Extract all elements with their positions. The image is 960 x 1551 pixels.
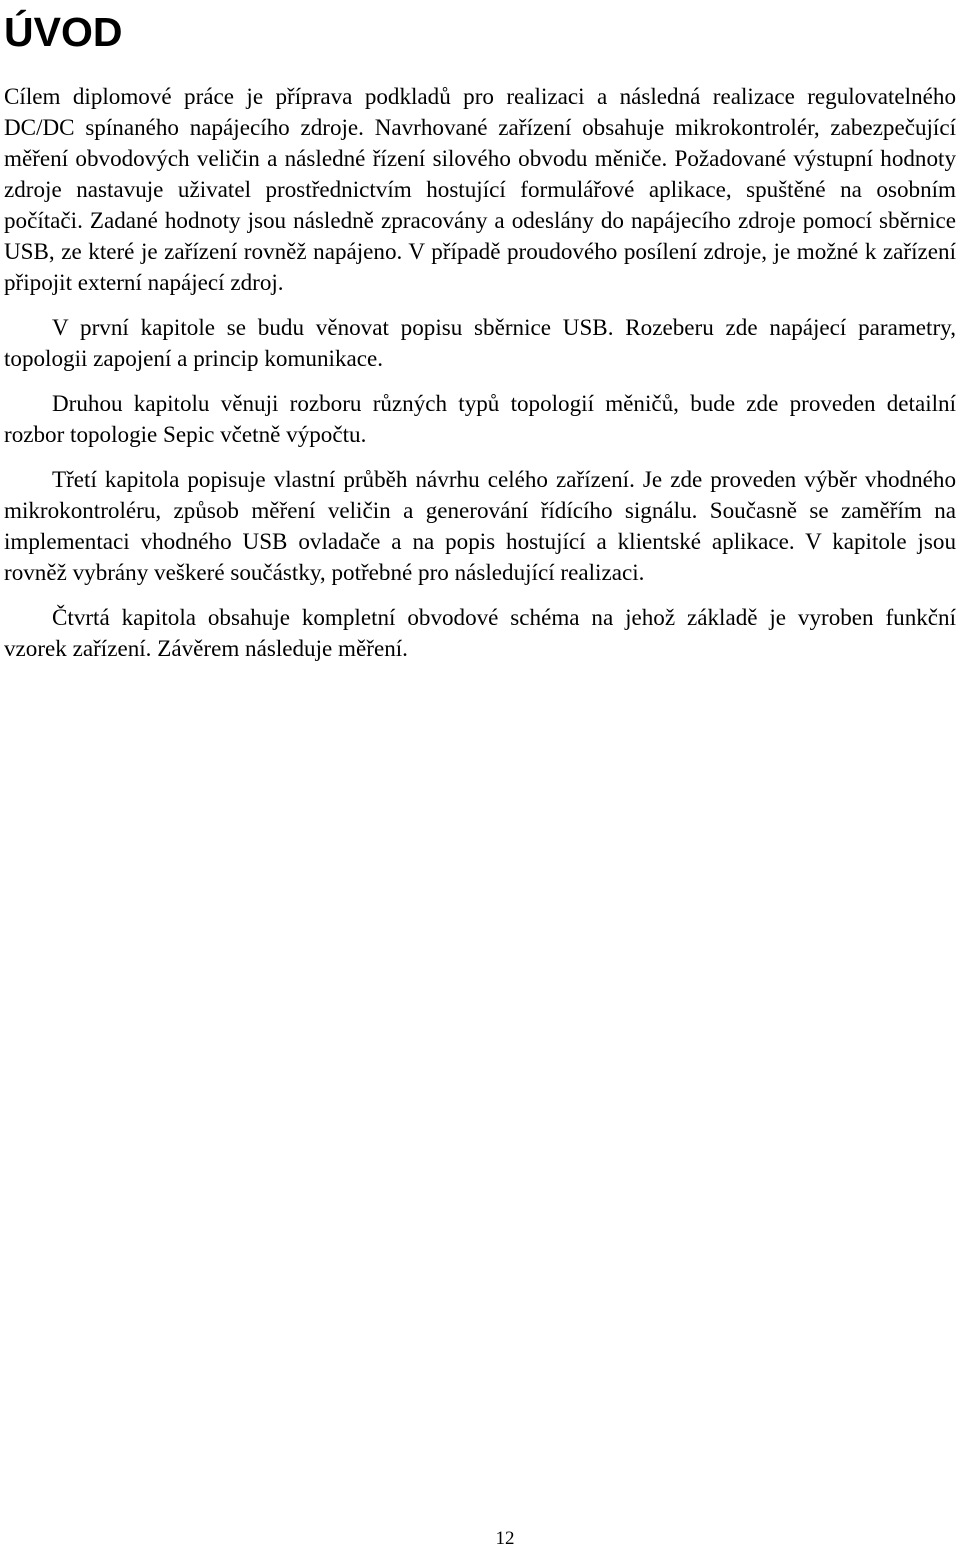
body-text (4, 81, 956, 678)
paragraph-chapter-2: Druhou kapitolu věnuji rozboru různých typů topologií měničů, bude zde proveden detailní rozbor topologie Sepic včetně výpočtu. (4, 390, 956, 447)
paragraph-intro: Cílem diplomové práce je příprava podkladů pro realizaci a následná realizace regulovatelného DC/DC spínaného napájecího zdroje. Navrhované zařízení obsahuje mikrokontrolér, zabezpečující měření obvodových veličin a následné řízení silového obvodu měniče. Požadované výstupní hodnoty zdroje nastavuje uživatel prostřednictvím hostující formulářové aplikace, spuštěné na osobním počítači. Zadané hodnoty jsou následně zpracovány a odeslány do napájecího zdroje pomocí sběrnice USB, ze které je zařízení rovněž napájeno. V případě proudového posílení zdroje, je možné k zařízení připojit externí napájecí zdroj. (4, 83, 956, 295)
page-number: 12 (495, 1528, 515, 1549)
paragraph-chapter-1: V první kapitole se budu věnovat popisu sběrnice USB. Rozeberu zde napájecí parametry, topologii zapojení a princip komunikace. (4, 314, 956, 371)
page-title: ÚVOD (4, 9, 123, 55)
paragraph-chapter-3: Třetí kapitola popisuje vlastní průběh návrhu celého zařízení. Je zde proveden výběr vhodného mikrokontroléru, způsob měření veličin a generování řídícího signálu. Současně se zaměřím na implementaci vhodného USB ovladače a na popis hostující a klientské aplikace. V kapitole jsou rovněž vybrány veškeré součástky, potřebné pro následující realizaci. (4, 466, 956, 585)
paragraph-chapter-4: Čtvrtá kapitola obsahuje kompletní obvodové schéma na jehož základě je vyroben funkční vzorek zařízení. Závěrem následuje měření. (4, 604, 956, 661)
